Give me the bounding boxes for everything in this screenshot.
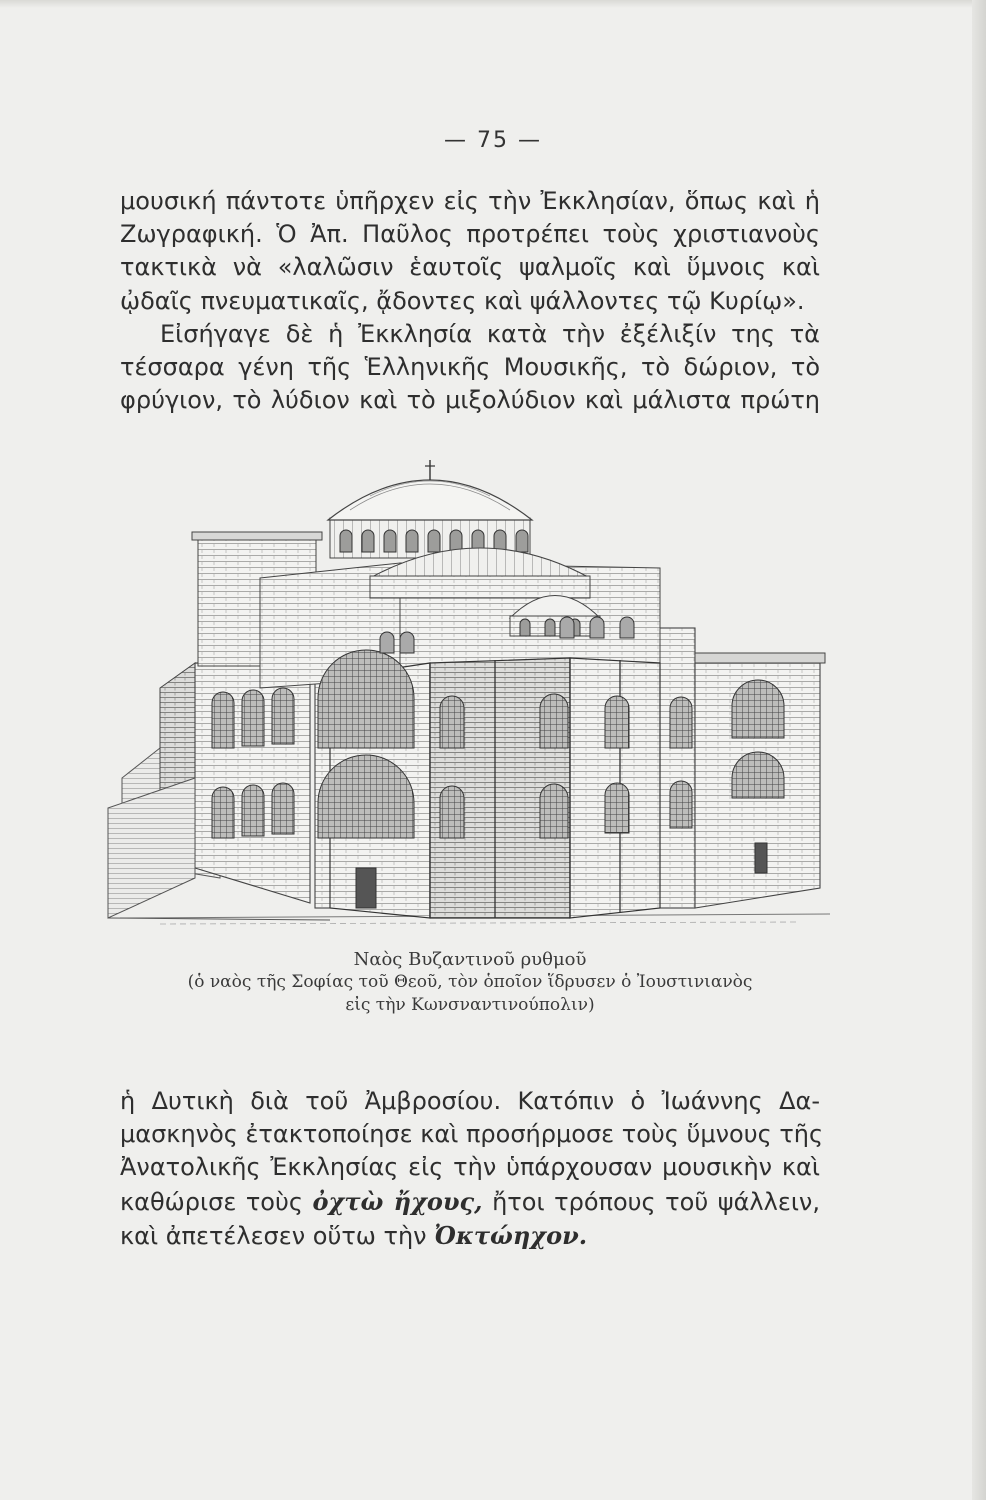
byzantine-church-engraving — [100, 448, 840, 938]
text-line: φρύγιον, τὸ λύδιον καὶ τὸ μιξολύδιον καὶ μάλιστα πρώτη — [120, 386, 820, 415]
page-edge-shadow — [972, 0, 986, 1500]
emphasized-term: ὀχτὼ ἤχους, — [312, 1186, 483, 1216]
figure-caption — [120, 948, 820, 1017]
text-line: μουσική πάντοτε ὑπῆρχεν εἰς τὴν Ἐκκλησίαν, ὅπως καὶ ἡ — [120, 187, 820, 215]
text-line: ἡ Δυτικὴ διὰ τοῦ Ἀμβροσίου. Κατόπιν ὁ Ἰωάννης Δα- — [120, 1087, 820, 1115]
emphasized-term: Ὀκτώηχον. — [434, 1220, 588, 1250]
caption-line: (ὁ ναὸς τῆς Σοφίας τοῦ Θεοῦ, τὸν ὁποῖον ἵδρυσεν ὁ Ἰουστινιανὸς — [187, 972, 753, 992]
text-segment: ἤτοι τρόπους τοῦ ψάλλειν, — [492, 1187, 820, 1216]
text-line: Ζωγραφική. Ὁ Ἀπ. Παῦλος προτρέπει τοὺς χριστιανοὺς — [120, 220, 820, 249]
text-segment: καὶ ἀπετέλεσεν οὕτω τὴν — [120, 1221, 427, 1250]
text-line: Εἰσήγαγε δὲ ἡ Ἐκκλησία κατὰ τὴν ἐξέλιξίν της τὰ — [160, 319, 820, 348]
text-line: τέσσαρα γένη τῆς Ἑλληνικῆς Μουσικῆς, τὸ δώριον, τὸ — [120, 353, 820, 382]
page-top-shadow — [0, 0, 986, 8]
caption-line: εἰς τὴν Κωνσναντινούπολιν) — [345, 995, 595, 1015]
text-line: ᾠδαῖς πνευματικαῖς, ᾄδοντες καὶ ψάλλοντες τῷ Κυρίῳ». — [120, 286, 805, 315]
page-number: — 75 — — [444, 128, 542, 153]
text-line: τακτικὰ νὰ «λαλῶσιν ἑαυτοῖς ψαλμοῖς καὶ ὕμνοις καὶ — [120, 253, 820, 282]
text-segment: καθώρισε τοὺς — [120, 1187, 303, 1216]
text-line — [120, 1185, 820, 1219]
text-line — [120, 1219, 820, 1253]
paragraph-top — [120, 185, 820, 417]
text-line: Ἀνατολικῆς Ἐκκλησίας εἰς τὴν ὑπάρχουσαν μουσικὴν καὶ — [120, 1153, 820, 1182]
caption-title: Ναὸς Βυζαντινοῦ ρυθμοῦ — [353, 949, 587, 970]
text-line: μασκηνὸς ἐτακτοποίησε καὶ προσήρμοσε τοὺς ὕμνους τῆς — [120, 1120, 824, 1149]
paragraph-bottom — [120, 1085, 824, 1253]
